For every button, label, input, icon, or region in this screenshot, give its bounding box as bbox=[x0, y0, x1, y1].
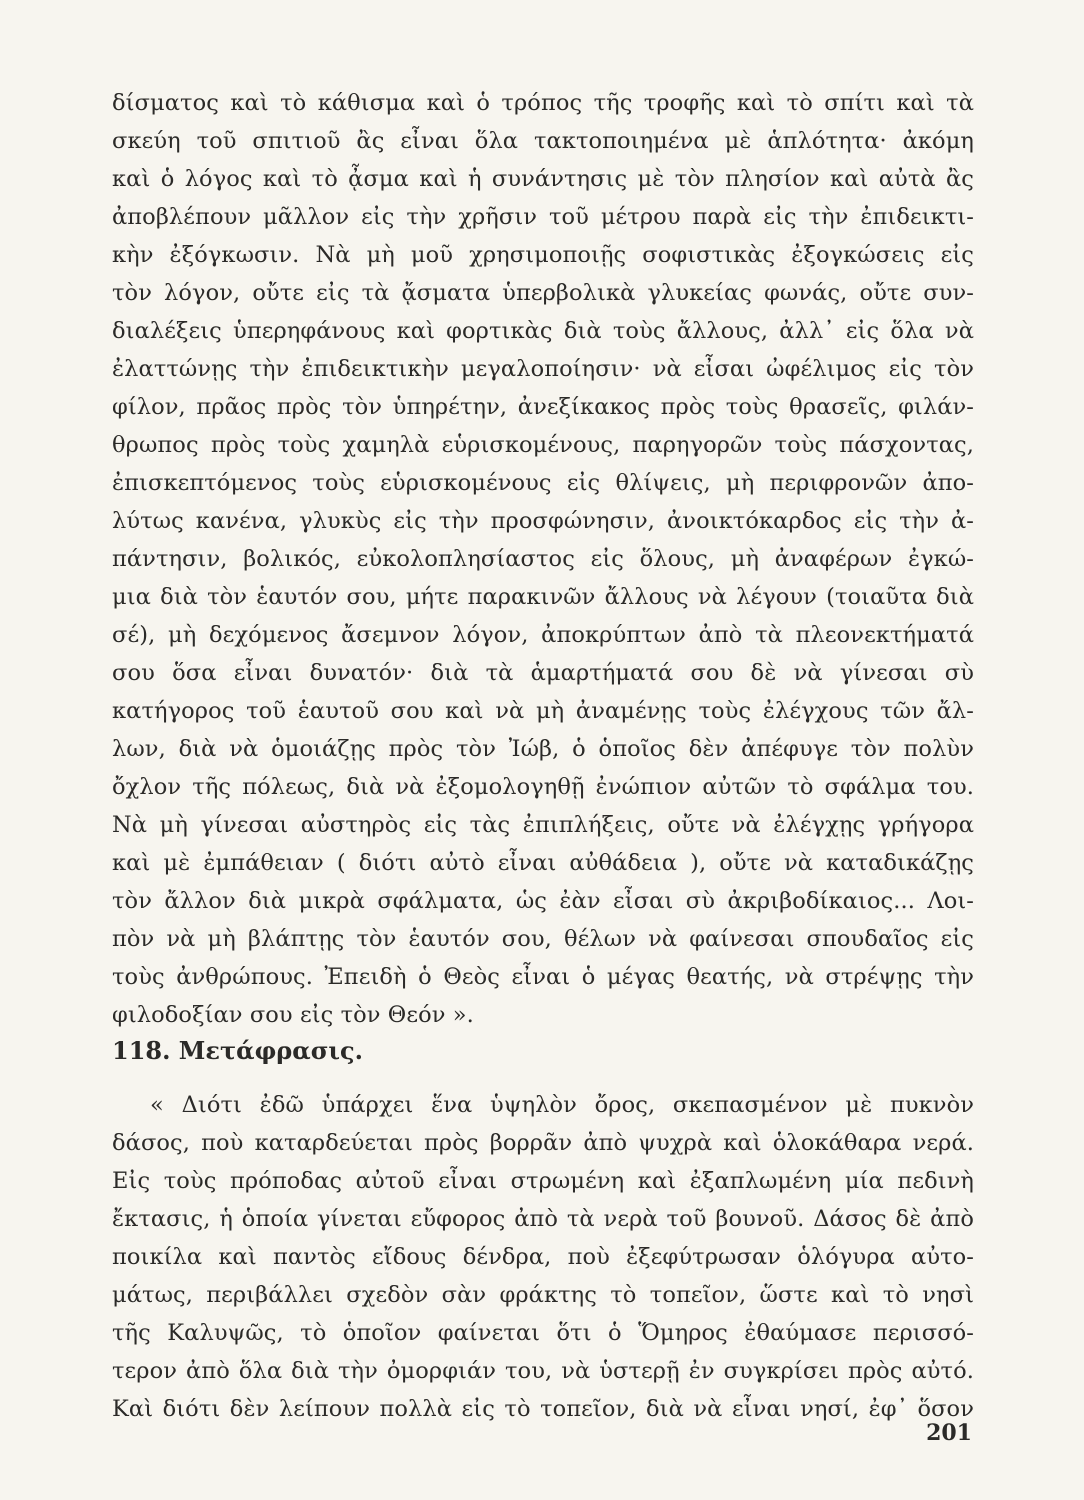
text-line: σκεύη τοῦ σπιτιοῦ ἂς εἶναι ὅλα τακτοποιημένα μὲ ἁπλότητα· ἀκόμη bbox=[112, 128, 974, 154]
section-heading: 118. Μετάφρασις. bbox=[112, 1036, 364, 1065]
text-line: πὸν νὰ μὴ βλάπτῃς τὸν ἑαυτόν σου, θέλων νὰ φαίνεσαι σπουδαῖος εἰς bbox=[112, 926, 974, 952]
text-line: μια διὰ τὸν ἑαυτόν σου, μήτε παρακινῶν ἄλλους νὰ λέγουν (τοιαῦτα διὰ bbox=[112, 584, 974, 610]
text-line: λων, διὰ νὰ ὁμοιάζῃς πρὸς τὸν Ἰώβ, ὁ ὁποῖος δὲν ἀπέφυγε τὸν πολὺν bbox=[112, 736, 974, 762]
text-line: θρωπος πρὸς τοὺς χαμηλὰ εὑρισκομένους, παρηγορῶν τοὺς πάσχοντας, bbox=[112, 432, 974, 458]
text-line: πάντησιν, βολικός, εὐκολοπλησίαστος εἰς ὅλους, μὴ ἀναφέρων ἐγκώ- bbox=[112, 546, 974, 572]
text-line: μάτως, περιβάλλει σχεδὸν σὰν φράκτης τὸ τοπεῖον, ὥστε καὶ τὸ νησὶ bbox=[112, 1282, 974, 1308]
text-line: δίσματος καὶ τὸ κάθισμα καὶ ὁ τρόπος τῆς τροφῆς καὶ τὸ σπίτι καὶ τὰ bbox=[112, 90, 974, 116]
text-line: φιλοδοξίαν σου εἰς τὸν Θεόν ». bbox=[112, 1002, 474, 1028]
text-line: τερον ἀπὸ ὅλα διὰ τὴν ὀμορφιάν του, νὰ ὑστερῇ ἐν συγκρίσει πρὸς αὐτό. bbox=[112, 1358, 974, 1384]
text-line: λύτως κανένα, γλυκὺς εἰς τὴν προσφώνησιν, ἀνοικτόκαρδος εἰς τὴν ἀ- bbox=[112, 508, 974, 534]
text-line: τῆς Καλυψῶς, τὸ ὁποῖον φαίνεται ὅτι ὁ Ὅμηρος ἐθαύμασε περισσό- bbox=[112, 1320, 974, 1346]
text-line: Εἰς τοὺς πρόποδας αὐτοῦ εἶναι στρωμένη καὶ ἐξαπλωμένη μία πεδινὴ bbox=[112, 1168, 974, 1194]
page-number: 201 bbox=[926, 1420, 972, 1446]
text-line: κὴν ἐξόγκωσιν. Νὰ μὴ μοῦ χρησιμοποιῇς σοφιστικὰς ἐξογκώσεις εἰς bbox=[112, 242, 974, 268]
text-line: καὶ μὲ ἐμπάθειαν ( διότι αὐτὸ εἶναι αὐθάδεια ), οὔτε νὰ καταδικάζῃς bbox=[112, 850, 974, 876]
text-line: φίλον, πρᾶος πρὸς τὸν ὑπηρέτην, ἀνεξίκακος πρὸς τοὺς θρασεῖς, φιλάν- bbox=[112, 394, 974, 420]
text-line: τὸν λόγον, οὔτε εἰς τὰ ᾄσματα ὑπερβολικὰ γλυκείας φωνάς, οὔτε συν- bbox=[112, 280, 974, 306]
text-line: Καὶ διότι δὲν λείπουν πολλὰ εἰς τὸ τοπεῖον, διὰ νὰ εἶναι νησί, ἐφ᾿ ὅσον bbox=[112, 1396, 974, 1422]
text-line: ἐλαττώνῃς τὴν ἐπιδεικτικὴν μεγαλοποίησιν· νὰ εἶσαι ὠφέλιμος εἰς τὸν bbox=[112, 356, 974, 382]
text-line: σέ), μὴ δεχόμενος ἄσεμνον λόγον, ἀποκρύπτων ἀπὸ τὰ πλεονεκτήματά bbox=[112, 622, 974, 648]
text-line: τὸν ἄλλον διὰ μικρὰ σφάλματα, ὡς ἐὰν εἶσαι σὺ ἀκριβοδίκαιος... Λοι- bbox=[112, 888, 974, 914]
text-line: σου ὅσα εἶναι δυνατόν· διὰ τὰ ἁμαρτήματά σου δὲ νὰ γίνεσαι σὺ bbox=[112, 660, 974, 686]
text-line: ἐπισκεπτόμενος τοὺς εὑρισκομένους εἰς θλίψεις, μὴ περιφρονῶν ἀπο- bbox=[112, 470, 974, 496]
text-line: διαλέξεις ὑπερηφάνους καὶ φορτικὰς διὰ τοὺς ἄλλους, ἀλλ᾿ εἰς ὅλα νὰ bbox=[112, 318, 974, 344]
text-line: « Διότι ἐδῶ ὑπάρχει ἕνα ὑψηλὸν ὄρος, σκεπασμένον μὲ πυκνὸν bbox=[150, 1092, 974, 1118]
text-line: τοὺς ἀνθρώπους. Ἐπειδὴ ὁ Θεὸς εἶναι ὁ μέγας θεατής, νὰ στρέψῃς τὴν bbox=[112, 964, 974, 990]
text-line: ὄχλον τῆς πόλεως, διὰ νὰ ἐξομολογηθῇ ἐνώπιον αὐτῶν τὸ σφάλμα του. bbox=[112, 774, 974, 800]
text-line: Νὰ μὴ γίνεσαι αὐστηρὸς εἰς τὰς ἐπιπλήξεις, οὔτε νὰ ἐλέγχῃς γρήγορα bbox=[112, 812, 974, 838]
text-line: ἀποβλέπουν μᾶλλον εἰς τὴν χρῆσιν τοῦ μέτρου παρὰ εἰς τὴν ἐπιδεικτι- bbox=[112, 204, 974, 230]
text-line: κατήγορος τοῦ ἑαυτοῦ σου καὶ νὰ μὴ ἀναμένῃς τοὺς ἐλέγχους τῶν ἄλ- bbox=[112, 698, 974, 724]
text-line: καὶ ὁ λόγος καὶ τὸ ᾆσμα καὶ ἡ συνάντησις μὲ τὸν πλησίον καὶ αὐτὰ ἂς bbox=[112, 166, 974, 192]
text-line: δάσος, ποὺ καταρδεύεται πρὸς βορρᾶν ἀπὸ ψυχρὰ καὶ ὁλοκάθαρα νερά. bbox=[112, 1130, 974, 1156]
text-line: ποικίλα καὶ παντὸς εἴδους δένδρα, ποὺ ἐξεφύτρωσαν ὁλόγυρα αὐτο- bbox=[112, 1244, 974, 1270]
text-line: ἔκτασις, ἡ ὁποία γίνεται εὔφορος ἀπὸ τὰ νερὰ τοῦ βουνοῦ. Δάσος δὲ ἀπὸ bbox=[112, 1206, 974, 1232]
